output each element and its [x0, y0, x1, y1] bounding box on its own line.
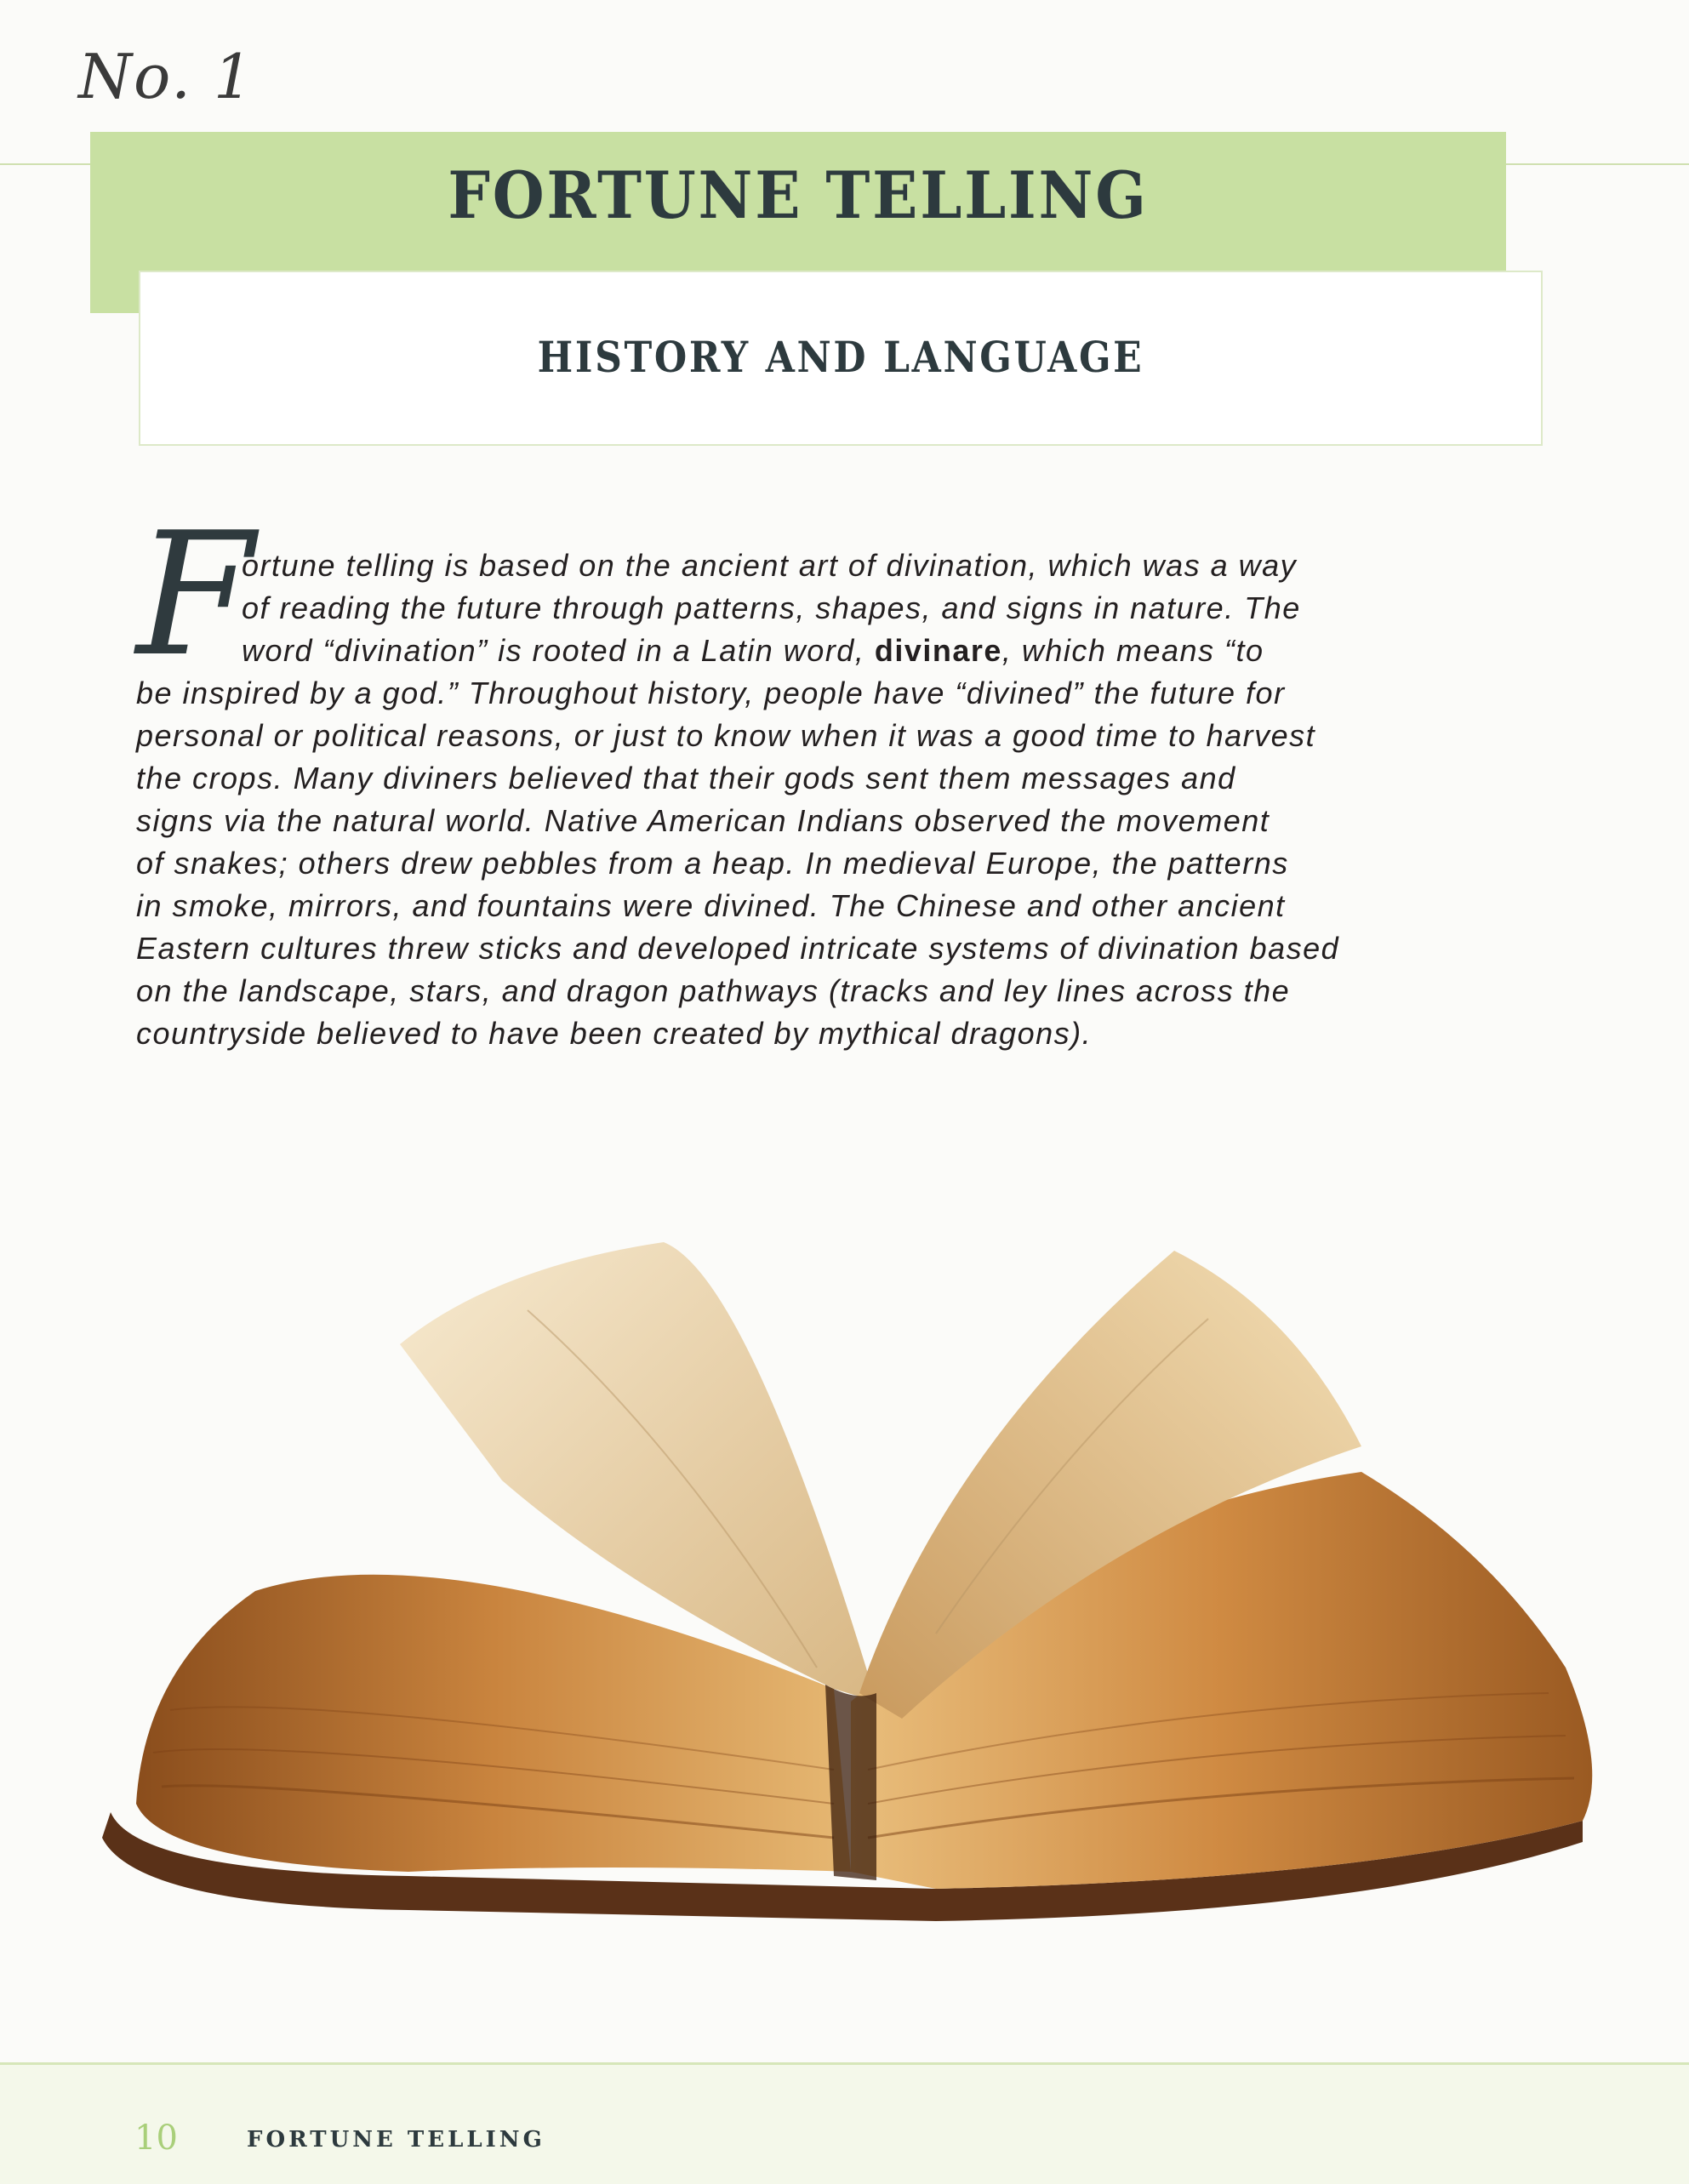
drop-cap: F — [136, 496, 254, 694]
open-book-photo — [85, 1191, 1617, 1923]
header-rule-left — [0, 163, 90, 165]
chapter-number: No. 1 — [78, 41, 254, 112]
page-number: 10 — [134, 2118, 178, 2158]
footer-band — [0, 2062, 1689, 2184]
book-spine-shadow — [825, 1685, 876, 1880]
page-title: FORTUNE TELLING — [448, 157, 1149, 233]
body-opening-text: ortune telling is based on the ancient art of divination, which was a way of reading the future through patterns, shapes, and signs in nature. The word “divination” is rooted in a Latin word, — [242, 548, 1301, 668]
latin-word: divinare — [874, 633, 1002, 668]
header-rule-right — [1506, 163, 1689, 165]
body-opening-end: , which means “to — [1001, 633, 1264, 668]
body-paragraph: be inspired by a god.” Throughout history, people have “divined” the future for personal or political reasons, or just to know when it was a good time to harvest the crops. Many diviners believed that their gods sent them messages and signs via the natural world. Native American Indians observed the movement of snakes; others drew pebbles from a heap. In medieval Europe, the patterns in smoke, mirrors, and fountains were divined. The Chinese and other ancient Eastern cultures threw sticks and developed intricate systems of divination based on the landscape, stars, and dragon pathways (tracks and ley lines across the countryside believed to have been created by mythical dragons). — [136, 676, 1340, 1051]
body-paragraph-opening — [242, 545, 1586, 672]
page-subtitle: HISTORY AND LANGUAGE — [537, 332, 1144, 382]
running-head: FORTUNE TELLING — [247, 2127, 545, 2153]
